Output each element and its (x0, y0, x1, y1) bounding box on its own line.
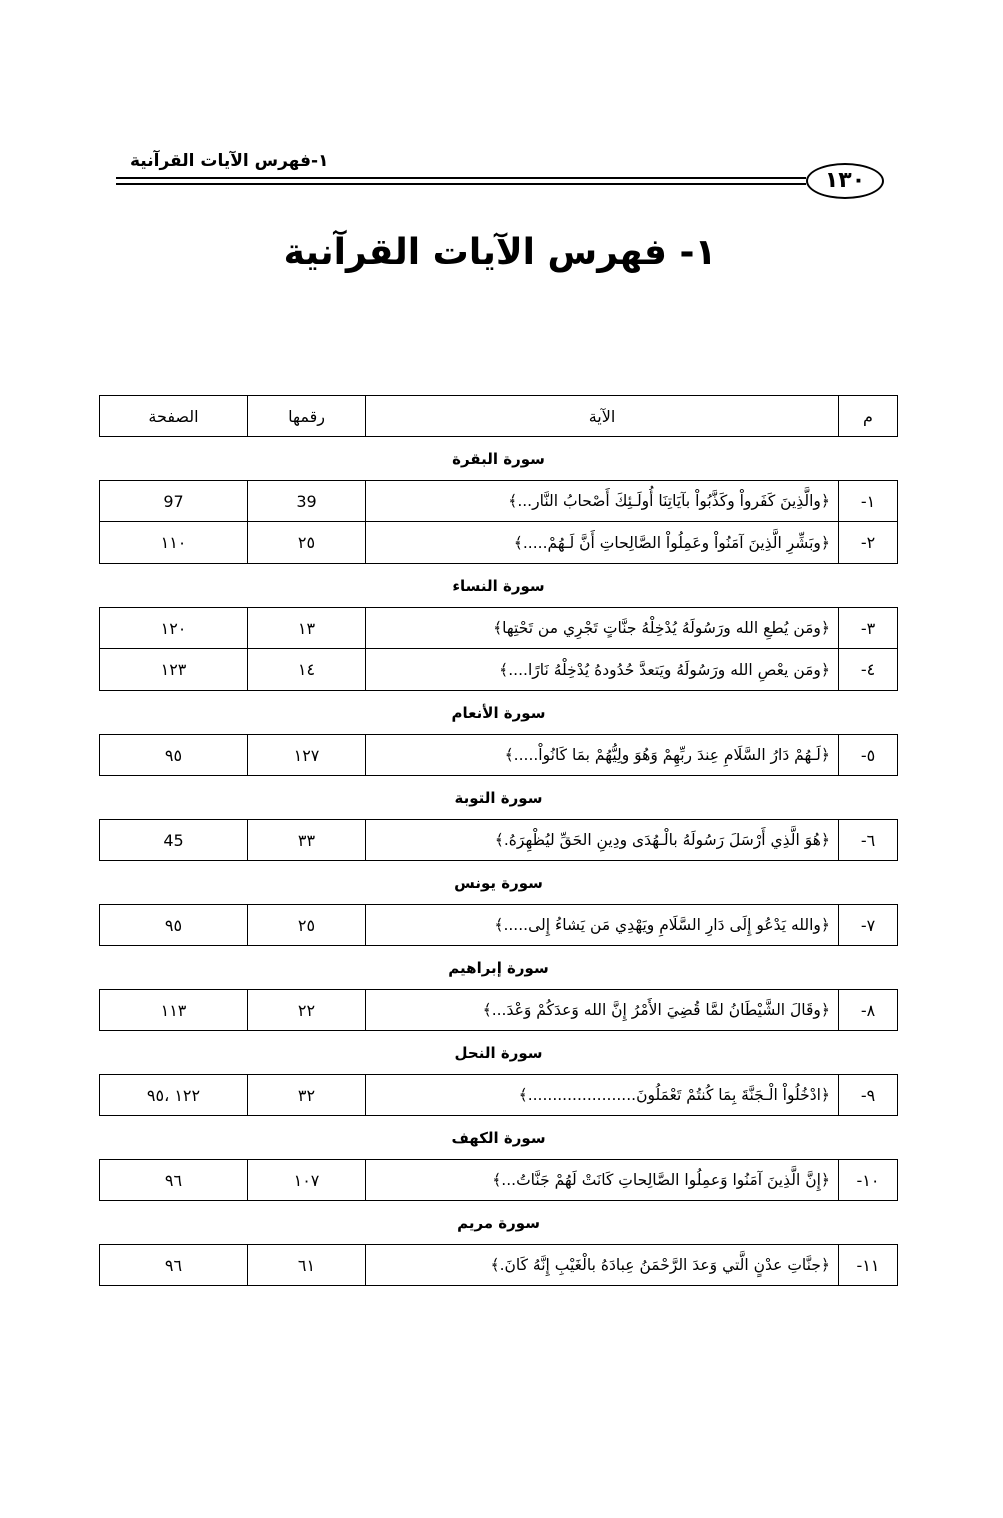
surah-heading: سورة الأنعام (451, 703, 546, 722)
ayah-number: ٢٥ (247, 522, 365, 563)
ayah-number: ١٠٧ (247, 1160, 365, 1200)
page-reference: ١٢٢ ،٩٥ (146, 1085, 201, 1105)
verses-index-table (99, 395, 898, 1286)
column-header-ayah: الآية (365, 396, 838, 436)
header-rule-bottom (116, 183, 806, 185)
ayah-number: ٦١ (247, 1245, 365, 1285)
surah-heading: سورة النحل (454, 1043, 543, 1062)
column-header-number: رقمها (247, 396, 365, 436)
ayah-number: ٣٢ (247, 1075, 365, 1115)
row-index: ٦- (838, 820, 897, 860)
row-index: ١- (838, 481, 897, 521)
table-row (99, 1159, 898, 1201)
table-body (99, 437, 898, 1286)
ayah-text: ﴿ومَن يُطعِ الله ورَسُولَهُ يُدْخِلْهُ جنَّاتٍ تَجْرِي من تَحْتِها﴾ (365, 608, 838, 648)
row-index: ٧- (838, 905, 897, 945)
page-header (116, 145, 888, 203)
column-header-page: الصفحة (148, 406, 199, 426)
ayah-number: ٢٢ (247, 990, 365, 1030)
surah-heading: سورة مريم (457, 1213, 540, 1232)
ayah-text: ﴿جنَّاتِ عدْنٍ الَّتي وَعدَ الرَّحْمَنُ عِبادَهُ بالْغَيْبِ إِنَّهُ كَانَ.﴾ (365, 1245, 838, 1285)
page-reference: ١١٣ (160, 1000, 187, 1020)
page-reference: ٩٥ (164, 745, 183, 765)
row-index: ٩- (838, 1075, 897, 1115)
ayah-text: ﴿والله يَدْعُو إِلَى دَارِ السَّلَامِ ويَهْدِي مَن يَشاءُ إِلى.....﴾ (365, 905, 838, 945)
ayah-number: ٣٣ (247, 820, 365, 860)
ayah-number: ١٤ (247, 649, 365, 690)
ayah-text: ﴿ادْخُلُواْ الْـجَنَّةَ بِمَا كُنتُمْ تَعْمَلُونَ......................﴾ (365, 1075, 838, 1115)
table-row (99, 904, 898, 946)
row-index: ٤- (838, 649, 897, 690)
table-header-row (99, 395, 898, 437)
table-row (99, 480, 898, 522)
page-reference: ١٢٠ (160, 618, 187, 638)
ayah-number: 39 (247, 481, 365, 521)
row-index: ١١- (838, 1245, 897, 1285)
ayah-text: ﴿وبَشِّرِ الَّذِينَ آمَنُواْ وعَمِلُواْ الصَّالِحاتِ أَنَّ لَـهُمْ.....﴾ (365, 522, 838, 563)
table-row (99, 649, 898, 691)
surah-heading: سورة النساء (452, 576, 545, 595)
page-reference: ٩٦ (164, 1170, 183, 1190)
table-row (99, 607, 898, 649)
surah-heading: سورة يونس (454, 873, 543, 892)
page-reference: ٩٥ (164, 915, 183, 935)
row-index: ٨- (838, 990, 897, 1030)
row-index: ٢- (838, 522, 897, 563)
page-reference: ٩٦ (164, 1255, 183, 1275)
running-title: ١-فهرس الآيات القرآنية (130, 151, 329, 171)
surah-heading: سورة البقرة (452, 449, 545, 468)
ayah-text: ﴿إِنَّ الَّذِينَ آمَنُوا وَعمِلُوا الصَّالِحاتِ كَانَتْ لَهُمْ جَنَّاتُ...﴾ (365, 1160, 838, 1200)
page-reference: ١١٠ (160, 533, 187, 552)
ayah-number: ٢٥ (247, 905, 365, 945)
ayah-text: ﴿ومَن يعْصِ الله ورَسُولَهُ ويَتعدَّ حُدُودهُ يُدْخِلْهُ نَارًا....﴾ (365, 649, 838, 690)
table-row (99, 989, 898, 1031)
table-row (99, 1074, 898, 1116)
page-number-badge: ١٣٠ (806, 163, 884, 199)
ayah-number: ١٢٧ (247, 735, 365, 775)
page-reference: 45 (163, 830, 184, 850)
row-index: ١٠- (838, 1160, 897, 1200)
page-reference: 97 (163, 491, 184, 511)
surah-heading: سورة التوبة (454, 788, 543, 807)
ayah-text: ﴿هُوَ الَّذِي أَرْسَلَ رَسُولَهُ بالْـهُدَى ودِينِ الحَقِّ ليُظْهِرَهُ.﴾ (365, 820, 838, 860)
surah-heading: سورة إبراهيم (448, 958, 549, 977)
header-rule-top (116, 177, 806, 179)
ayah-text: ﴿والَّذِينَ كَفَرواْ وكَذَّبُواْ بآيَاتِنَا أُولَـئِكَ أَصْحابُ النَّار...﴾ (365, 481, 838, 521)
table-row (99, 734, 898, 776)
table-row (99, 819, 898, 861)
table-row (99, 522, 898, 564)
ayah-text: ﴿وقَالَ الشَّيْطَانُ لمَّا قُضِيَ الأَمْرُ إِنَّ الله وَعدَكُمْ وَعْدَ...﴾ (365, 990, 838, 1030)
table-row (99, 1244, 898, 1286)
page-reference: ١٢٣ (160, 660, 187, 679)
row-index: ٣- (838, 608, 897, 648)
page-title: ١- فهرس الآيات القرآنية (283, 232, 717, 273)
surah-heading: سورة الكهف (451, 1128, 546, 1147)
ayah-text: ﴿لَـهُمْ دَارُ السَّلَامِ عِندَ ربِّهِمْ وَهُوَ ولِيُّهُمْ بمَا كَانُواْ.....﴾ (365, 735, 838, 775)
ayah-number: ١٣ (247, 608, 365, 648)
row-index: ٥- (838, 735, 897, 775)
column-header-m: م (838, 396, 897, 436)
